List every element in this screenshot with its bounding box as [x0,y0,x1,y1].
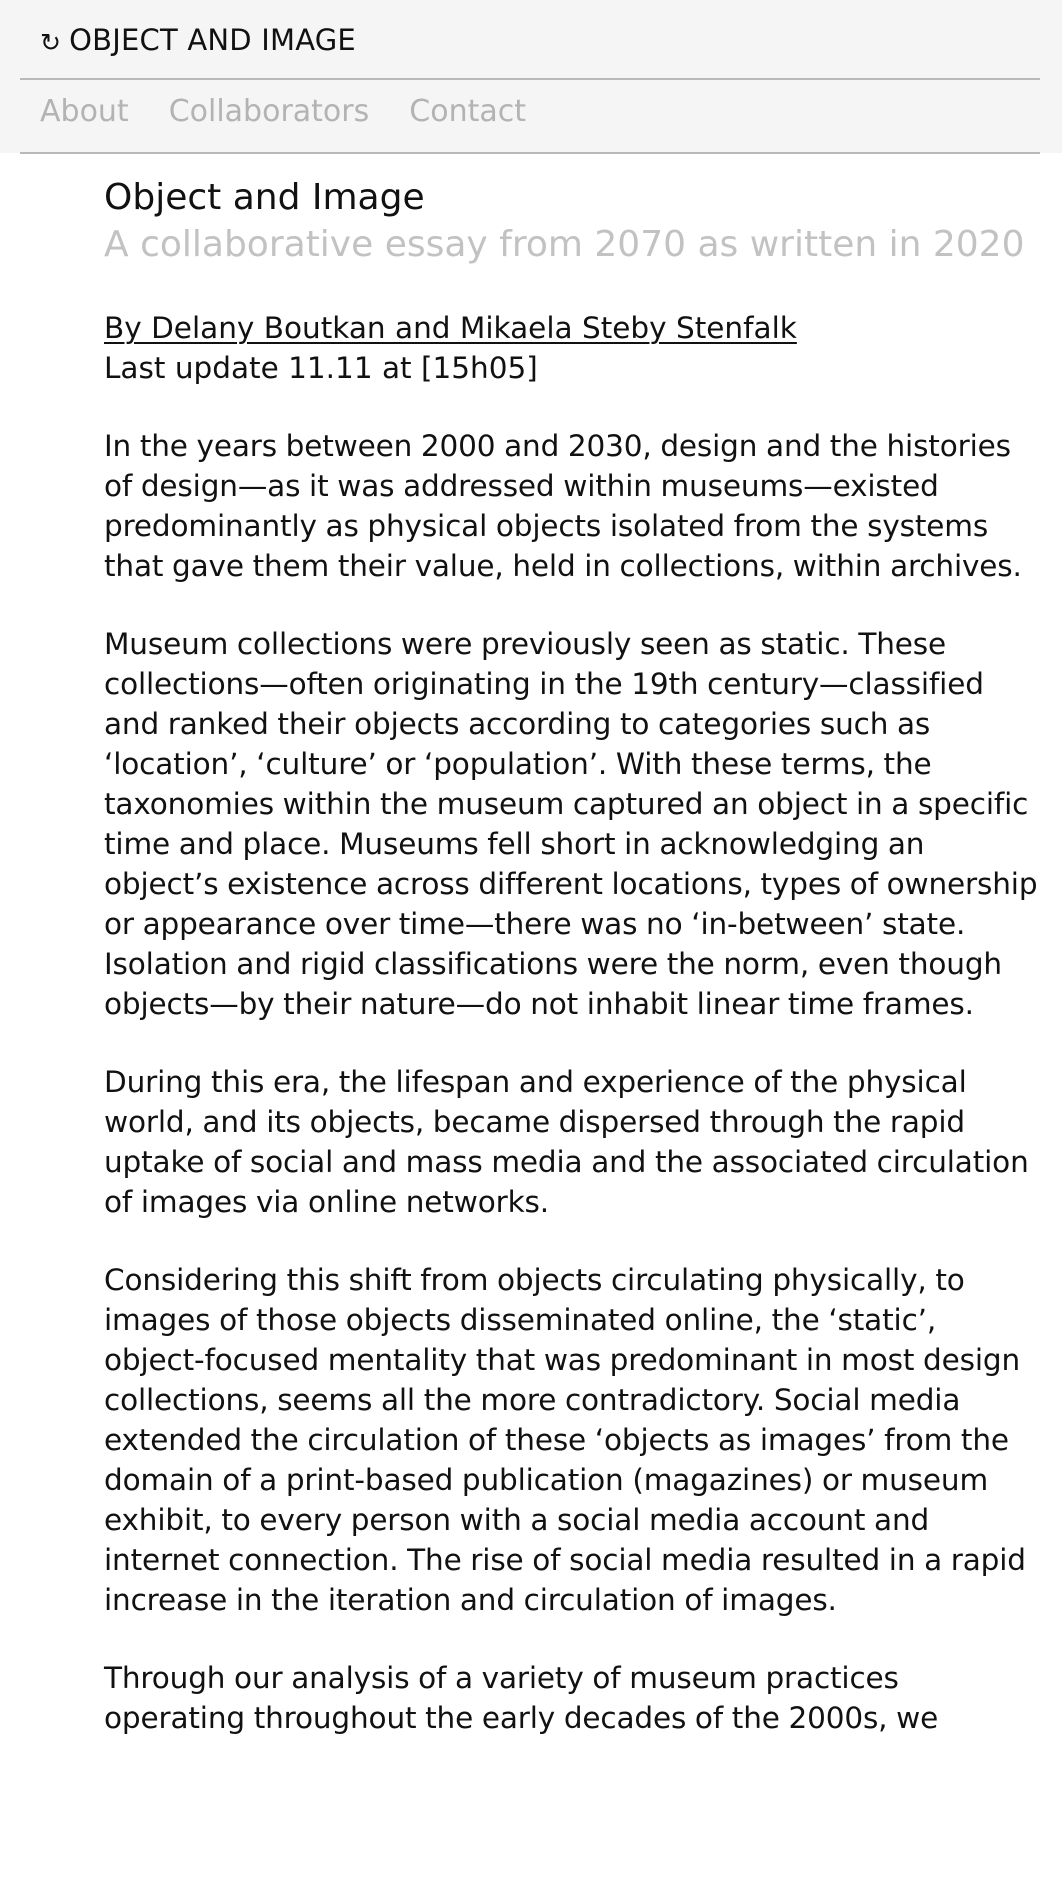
site-title-link[interactable] [40,18,356,62]
nav-item-collaborators[interactable]: Collaborators [168,94,370,129]
site-header [0,0,1062,153]
header-divider-top [20,78,1040,80]
byline [104,308,1044,348]
main-nav [40,94,526,129]
site-title: OBJECT AND IMAGE [69,23,356,57]
paragraph: In the years between 2000 and 2030, design and the histories of design—as it was addressed within museums—existed predominantly as physical objects isolated from the systems that gave them their value, held in collections, within archives. [104,429,1022,583]
last-update: Last update 11.11 at [15h05] [104,351,538,385]
page-subtitle: A collaborative essay from 2070 as written in 2020 [104,224,1025,265]
paragraph: Through our analysis of a variety of museum practices operating throughout the early decades of the 2000s, we [104,1661,939,1735]
paragraph: Museum collections were previously seen as static. These collections—often originating in the 19th century—classified and ranked their objects according to categories such as ‘location’, ‘culture’ or ‘population’. With these terms, the taxonomies within the museum captured an object in a specific time and place. Museums fell short in acknowledging an object’s existence across different locations, types of ownership or appearance over time—there was no ‘in-between’ state. Isolation and rigid classifications were the norm, even though objects—by their nature—do not inhabit linear time frames. [104,627,1038,1021]
paragraph: During this era, the lifespan and experience of the physical world, and its objects, became dispersed through the rapid uptake of social and mass media and the associated circulation of images via online networks. [104,1065,1029,1219]
page-title: Object and Image [104,177,425,218]
nav-item-about[interactable]: About [40,94,129,129]
authors-link[interactable]: By Delany Boutkan and Mikaela Steby Stenfalk [104,311,797,345]
nav-item-contact[interactable]: Contact [409,94,526,129]
header-divider-bottom [20,152,1040,154]
refresh-icon: ↻ [40,27,62,57]
paragraph: Considering this shift from objects circulating physically, to images of those objects disseminated online, the ‘static’, object-focused mentality that was predominant in most design collections, seems all the more contradictory. Social media extended the circulation of these ‘objects as images’ from the domain of a print-based publication (magazines) or museum exhibit, to every person with a social media account and internet connection. The rise of social media resulted in a rapid increase in the iteration and circulation of images. [104,1263,1026,1617]
article-content [104,175,1044,1738]
